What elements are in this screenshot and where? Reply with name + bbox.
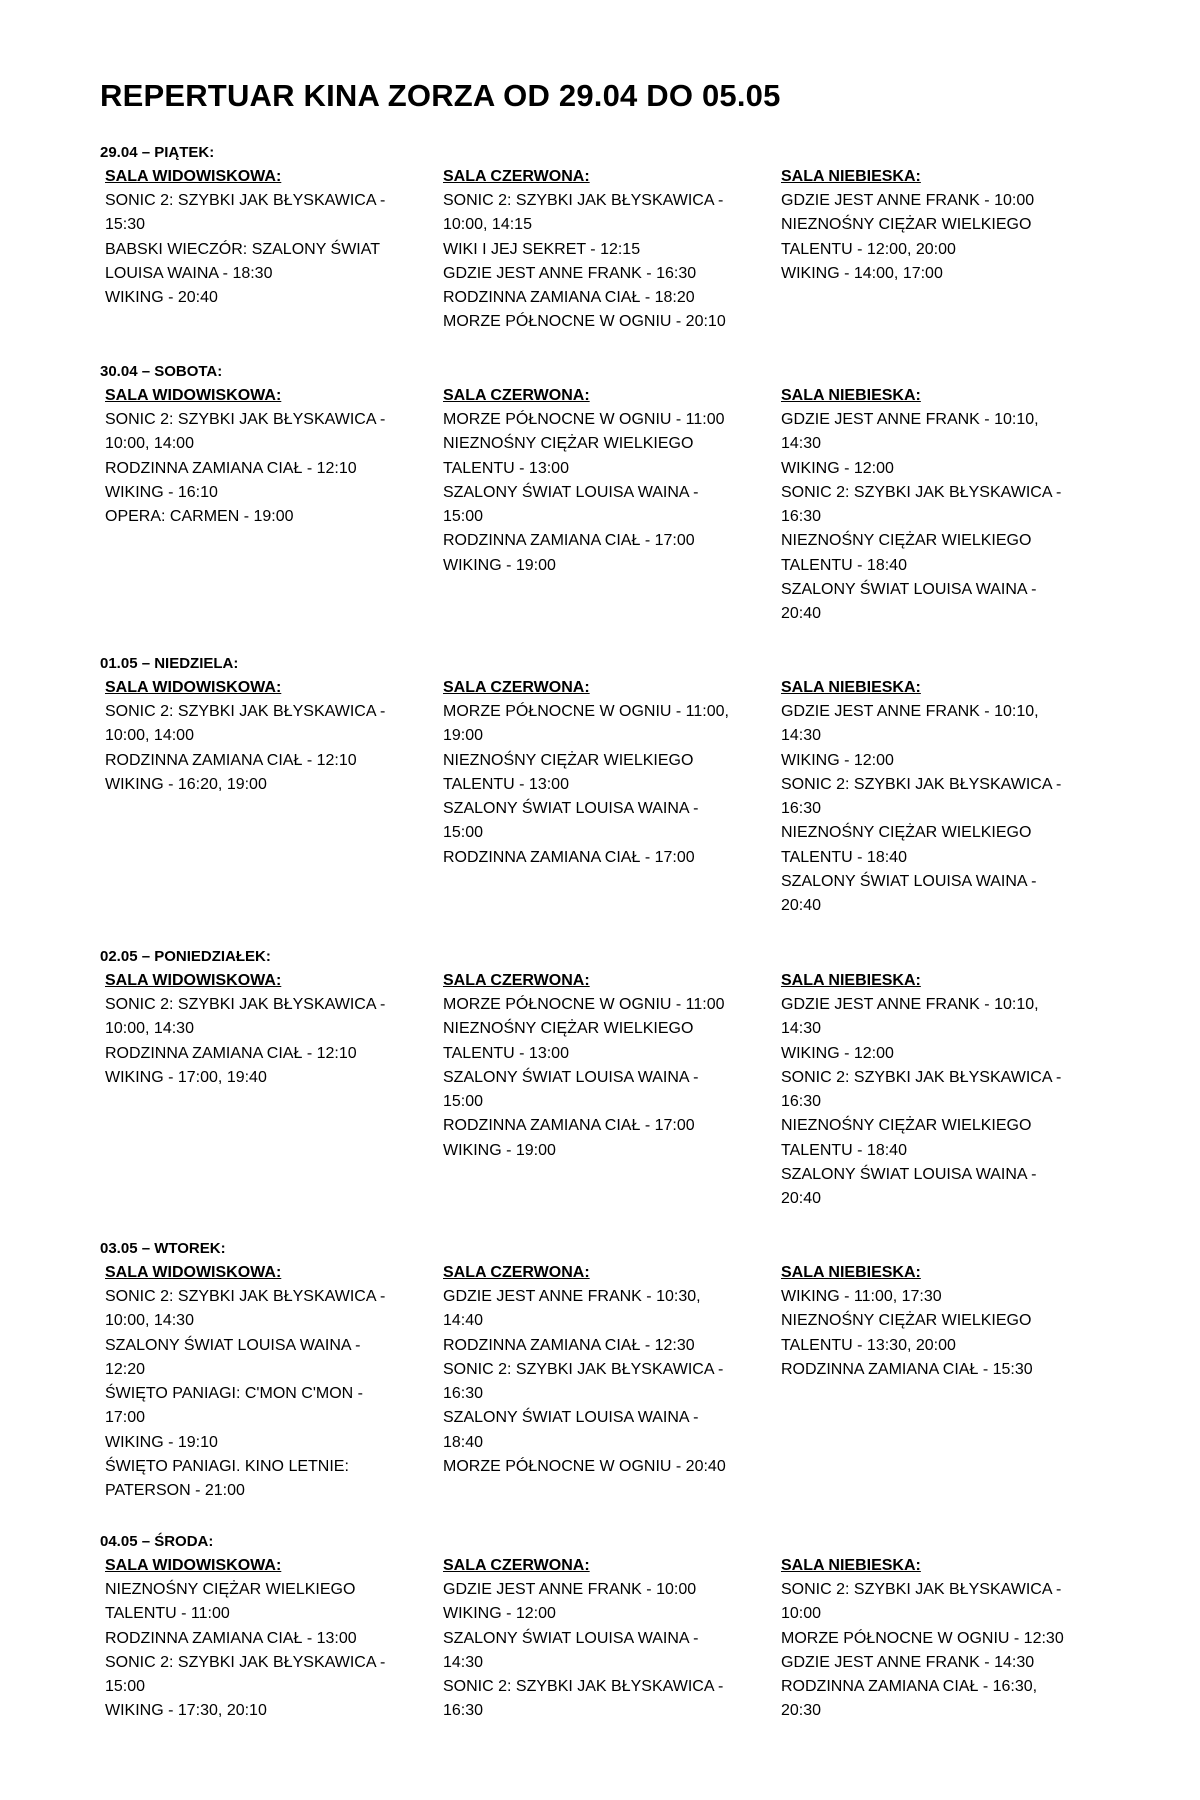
screening-line: NIEZNOŚNY CIĘŻAR WIELKIEGO xyxy=(781,532,1032,550)
screening-line: WIKING - 17:30, 20:10 xyxy=(105,1702,267,1720)
hall-name: SALA CZERWONA: xyxy=(443,679,590,696)
screening-line: 14:40 xyxy=(443,1312,484,1330)
screening-line: 15:00 xyxy=(443,824,484,842)
screening-line: 15:00 xyxy=(443,1093,484,1111)
screening-line: SZALONY ŚWIAT LOUISA WAINA - xyxy=(781,581,1037,599)
screening-line: NIEZNOŚNY CIĘŻAR WIELKIEGO xyxy=(105,1581,356,1598)
day-section xyxy=(100,651,1160,915)
hall-name: SALA NIEBIESKA: xyxy=(781,972,921,989)
screening-line: TALENTU - 18:40 xyxy=(781,1141,907,1159)
hall-column xyxy=(105,165,405,310)
hall-column xyxy=(781,1261,1081,1382)
screening-list xyxy=(781,700,1081,919)
screening-line: LOUISA WAINA - 18:30 xyxy=(105,264,273,282)
hall-columns xyxy=(100,384,1160,623)
screening-line: GDZIE JEST ANNE FRANK - 16:30 xyxy=(443,264,697,282)
screening-line: 20:30 xyxy=(781,1702,822,1720)
screening-line: OPERA: CARMEN - 19:00 xyxy=(105,508,294,526)
hall-name: SALA NIEBIESKA: xyxy=(781,387,921,404)
hall-columns xyxy=(100,165,1160,331)
hall-name: SALA WIDOWISKOWA: xyxy=(105,387,282,404)
hall-name: SALA CZERWONA: xyxy=(443,972,590,989)
screening-line: GDZIE JEST ANNE FRANK - 10:10, xyxy=(781,411,1039,428)
day-section xyxy=(100,140,1160,331)
hall-name: SALA CZERWONA: xyxy=(443,387,590,404)
screening-line: SZALONY ŚWIAT LOUISA WAINA - xyxy=(443,483,699,501)
screening-line: WIKING - 12:00 xyxy=(781,459,894,477)
screening-list xyxy=(443,1578,743,1724)
screening-list xyxy=(781,189,1081,286)
screening-line: 19:00 xyxy=(443,727,484,745)
hall-name: SALA CZERWONA: xyxy=(443,1557,590,1574)
screening-line: 16:30 xyxy=(781,800,822,818)
screening-line: NIEZNOŚNY CIĘŻAR WIELKIEGO xyxy=(781,824,1032,842)
screening-line: GDZIE JEST ANNE FRANK - 10:00 xyxy=(781,192,1035,209)
screening-line: 10:00, 14:15 xyxy=(443,216,532,234)
hall-name: SALA NIEBIESKA: xyxy=(781,679,921,696)
hall-name: SALA NIEBIESKA: xyxy=(781,168,921,185)
day-section xyxy=(100,944,1160,1208)
screening-line: 10:00, 14:30 xyxy=(105,1020,194,1038)
screening-line: GDZIE JEST ANNE FRANK - 10:30, xyxy=(443,1288,701,1305)
screening-line: WIKING - 12:00 xyxy=(443,1605,556,1623)
screening-line: BABSKI WIECZÓR: SZALONY ŚWIAT xyxy=(105,240,381,258)
hall-column xyxy=(105,969,405,1090)
hall-name: SALA WIDOWISKOWA: xyxy=(105,1264,282,1281)
screening-line: SZALONY ŚWIAT LOUISA WAINA - xyxy=(781,873,1037,891)
screening-list xyxy=(105,1285,405,1504)
screening-list xyxy=(105,993,405,1090)
screening-line: WIKING - 19:10 xyxy=(105,1433,218,1451)
screening-line: 17:00 xyxy=(105,1409,146,1427)
screening-line: 20:40 xyxy=(781,897,822,915)
screening-line: NIEZNOŚNY CIĘŻAR WIELKIEGO xyxy=(781,216,1032,234)
hall-name: SALA NIEBIESKA: xyxy=(781,1264,921,1281)
hall-column xyxy=(443,969,743,1163)
hall-column xyxy=(781,384,1081,627)
screening-line: MORZE PÓŁNOCNE W OGNIU - 20:40 xyxy=(443,1458,726,1476)
screening-line: WIKI I JEJ SEKRET - 12:15 xyxy=(443,240,641,258)
screening-line: PATERSON - 21:00 xyxy=(105,1482,245,1500)
screening-line: 12:20 xyxy=(105,1360,146,1378)
screening-line: SONIC 2: SZYBKI JAK BŁYSKAWICA - xyxy=(443,192,724,209)
screening-line: RODZINNA ZAMIANA CIAŁ - 15:30 xyxy=(781,1360,1033,1378)
hall-name: SALA WIDOWISKOWA: xyxy=(105,1557,282,1574)
screening-line: MORZE PÓŁNOCNE W OGNIU - 11:00 xyxy=(443,996,725,1013)
hall-column xyxy=(105,676,405,797)
screening-line: 16:30 xyxy=(781,508,822,526)
screening-list xyxy=(781,408,1081,627)
screening-list xyxy=(105,700,405,797)
hall-name: SALA CZERWONA: xyxy=(443,168,590,185)
hall-name: SALA WIDOWISKOWA: xyxy=(105,679,282,696)
screening-line: WIKING - 16:10 xyxy=(105,483,218,501)
screening-line: NIEZNOŚNY CIĘŻAR WIELKIEGO xyxy=(781,1117,1032,1135)
screening-line: RODZINNA ZAMIANA CIAŁ - 16:30, xyxy=(781,1678,1038,1696)
screening-list xyxy=(781,993,1081,1212)
day-section xyxy=(100,1236,1160,1500)
hall-column xyxy=(443,384,743,578)
day-heading: 30.04 – SOBOTA: xyxy=(100,363,223,380)
screening-list xyxy=(105,1578,405,1724)
screening-list xyxy=(105,408,405,529)
screening-line: RODZINNA ZAMIANA CIAŁ - 17:00 xyxy=(443,1117,695,1135)
screening-line: TALENTU - 13:00 xyxy=(443,459,569,477)
screening-list xyxy=(443,408,743,578)
screening-line: RODZINNA ZAMIANA CIAŁ - 12:10 xyxy=(105,751,357,769)
day-heading: 03.05 – WTOREK: xyxy=(100,1240,226,1257)
screening-line: 15:00 xyxy=(105,1678,146,1696)
hall-columns xyxy=(100,1554,1160,1720)
screening-line: SONIC 2: SZYBKI JAK BŁYSKAWICA - xyxy=(105,192,386,209)
screening-line: 20:40 xyxy=(781,1190,822,1208)
screening-line: RODZINNA ZAMIANA CIAŁ - 13:00 xyxy=(105,1629,357,1647)
day-heading: 29.04 – PIĄTEK: xyxy=(100,144,215,161)
screening-list xyxy=(781,1578,1081,1724)
day-heading: 04.05 – ŚRODA: xyxy=(100,1533,214,1550)
screening-list xyxy=(781,1285,1081,1382)
day-section xyxy=(100,359,1160,623)
screening-line: SONIC 2: SZYBKI JAK BŁYSKAWICA - xyxy=(781,483,1062,501)
screening-line: 20:40 xyxy=(781,605,822,623)
screening-line: TALENTU - 13:00 xyxy=(443,1044,569,1062)
screening-line: SONIC 2: SZYBKI JAK BŁYSKAWICA - xyxy=(105,411,386,428)
hall-column xyxy=(781,969,1081,1212)
hall-name: SALA WIDOWISKOWA: xyxy=(105,168,282,185)
screening-list xyxy=(443,1285,743,1479)
screening-line: RODZINNA ZAMIANA CIAŁ - 12:10 xyxy=(105,459,357,477)
screening-line: GDZIE JEST ANNE FRANK - 10:10, xyxy=(781,996,1039,1013)
screening-line: TALENTU - 11:00 xyxy=(105,1605,230,1623)
screening-line: WIKING - 19:00 xyxy=(443,556,556,574)
screening-line: NIEZNOŚNY CIĘŻAR WIELKIEGO xyxy=(443,435,694,453)
screening-line: 16:30 xyxy=(443,1385,484,1403)
screening-line: WIKING - 12:00 xyxy=(781,1044,894,1062)
screening-line: SONIC 2: SZYBKI JAK BŁYSKAWICA - xyxy=(105,1288,386,1305)
screening-line: SZALONY ŚWIAT LOUISA WAINA - xyxy=(781,1166,1037,1184)
screening-line: 10:00, 14:00 xyxy=(105,727,194,745)
hall-column xyxy=(781,1554,1081,1724)
screening-line: SONIC 2: SZYBKI JAK BŁYSKAWICA - xyxy=(105,1653,386,1671)
screening-line: 14:30 xyxy=(443,1653,484,1671)
screening-line: 16:30 xyxy=(443,1702,484,1720)
screening-line: WIKING - 11:00, 17:30 xyxy=(781,1288,942,1305)
screening-list xyxy=(443,700,743,870)
day-heading: 02.05 – PONIEDZIAŁEK: xyxy=(100,948,271,965)
hall-column xyxy=(781,676,1081,919)
screening-line: 14:30 xyxy=(781,435,822,453)
screening-line: MORZE PÓŁNOCNE W OGNIU - 12:30 xyxy=(781,1629,1064,1647)
screening-line: WIKING - 12:00 xyxy=(781,751,894,769)
day-section xyxy=(100,1529,1160,1720)
screening-line: SONIC 2: SZYBKI JAK BŁYSKAWICA - xyxy=(781,775,1062,793)
screening-line: 15:30 xyxy=(105,216,146,234)
screening-line: GDZIE JEST ANNE FRANK - 10:10, xyxy=(781,703,1039,720)
hall-column xyxy=(105,384,405,529)
hall-column xyxy=(443,676,743,870)
screening-line: MORZE PÓŁNOCNE W OGNIU - 20:10 xyxy=(443,313,726,331)
screening-line: NIEZNOŚNY CIĘŻAR WIELKIEGO xyxy=(443,1020,694,1038)
screening-line: 14:30 xyxy=(781,1020,822,1038)
screening-line: WIKING - 20:40 xyxy=(105,289,218,307)
screening-line: TALENTU - 13:30, 20:00 xyxy=(781,1336,956,1354)
hall-column xyxy=(443,1261,743,1479)
hall-column xyxy=(443,165,743,335)
screening-line: SZALONY ŚWIAT LOUISA WAINA - xyxy=(105,1336,361,1354)
screening-line: 10:00, 14:00 xyxy=(105,435,194,453)
screening-line: 16:30 xyxy=(781,1093,822,1111)
screening-line: WIKING - 19:00 xyxy=(443,1141,556,1159)
screening-line: ŚWIĘTO PANIAGI: C'MON C'MON - xyxy=(105,1385,363,1403)
screening-line: SZALONY ŚWIAT LOUISA WAINA - xyxy=(443,1629,699,1647)
hall-column xyxy=(105,1554,405,1724)
screening-line: SONIC 2: SZYBKI JAK BŁYSKAWICA - xyxy=(443,1360,724,1378)
screening-line: NIEZNOŚNY CIĘŻAR WIELKIEGO xyxy=(781,1312,1032,1330)
screening-line: 14:30 xyxy=(781,727,822,745)
screening-line: SONIC 2: SZYBKI JAK BŁYSKAWICA - xyxy=(443,1678,724,1696)
screening-line: SONIC 2: SZYBKI JAK BŁYSKAWICA - xyxy=(105,996,386,1013)
screening-line: TALENTU - 13:00 xyxy=(443,775,569,793)
screening-list xyxy=(105,189,405,310)
hall-name: SALA NIEBIESKA: xyxy=(781,1557,921,1574)
hall-columns xyxy=(100,969,1160,1208)
screening-line: RODZINNA ZAMIANA CIAŁ - 17:00 xyxy=(443,848,695,866)
screening-line: RODZINNA ZAMIANA CIAŁ - 12:30 xyxy=(443,1336,695,1354)
page-title: REPERTUAR KINA ZORZA OD 29.04 DO 05.05 xyxy=(100,78,781,113)
screening-line: MORZE PÓŁNOCNE W OGNIU - 11:00 xyxy=(443,411,725,428)
hall-column xyxy=(105,1261,405,1504)
hall-column xyxy=(443,1554,743,1724)
hall-column xyxy=(781,165,1081,286)
screening-line: TALENTU - 18:40 xyxy=(781,556,907,574)
screening-line: SONIC 2: SZYBKI JAK BŁYSKAWICA - xyxy=(781,1068,1062,1086)
hall-name: SALA WIDOWISKOWA: xyxy=(105,972,282,989)
screening-list xyxy=(443,993,743,1163)
screening-line: 18:40 xyxy=(443,1433,484,1451)
hall-columns xyxy=(100,1261,1160,1500)
day-heading: 01.05 – NIEDZIELA: xyxy=(100,655,239,672)
screening-line: WIKING - 17:00, 19:40 xyxy=(105,1068,267,1086)
screening-line: SZALONY ŚWIAT LOUISA WAINA - xyxy=(443,800,699,818)
screening-line: RODZINNA ZAMIANA CIAŁ - 12:10 xyxy=(105,1044,357,1062)
screening-line: WIKING - 14:00, 17:00 xyxy=(781,264,943,282)
screening-line: NIEZNOŚNY CIĘŻAR WIELKIEGO xyxy=(443,751,694,769)
screening-line: TALENTU - 18:40 xyxy=(781,848,907,866)
screening-list xyxy=(443,189,743,335)
screening-line: SONIC 2: SZYBKI JAK BŁYSKAWICA - xyxy=(105,703,386,720)
hall-columns xyxy=(100,676,1160,915)
screening-line: WIKING - 16:20, 19:00 xyxy=(105,775,267,793)
screening-line: RODZINNA ZAMIANA CIAŁ - 17:00 xyxy=(443,532,695,550)
hall-name: SALA CZERWONA: xyxy=(443,1264,590,1281)
screening-line: GDZIE JEST ANNE FRANK - 14:30 xyxy=(781,1653,1035,1671)
screening-line: TALENTU - 12:00, 20:00 xyxy=(781,240,956,258)
screening-line: 15:00 xyxy=(443,508,484,526)
screening-line: 10:00, 14:30 xyxy=(105,1312,194,1330)
screening-line: ŚWIĘTO PANIAGI. KINO LETNIE: xyxy=(105,1458,349,1476)
screening-line: RODZINNA ZAMIANA CIAŁ - 18:20 xyxy=(443,289,695,307)
screening-line: GDZIE JEST ANNE FRANK - 10:00 xyxy=(443,1581,697,1598)
screening-line: 10:00 xyxy=(781,1605,822,1623)
screening-line: SZALONY ŚWIAT LOUISA WAINA - xyxy=(443,1409,699,1427)
screening-line: SONIC 2: SZYBKI JAK BŁYSKAWICA - xyxy=(781,1581,1062,1598)
screening-line: MORZE PÓŁNOCNE W OGNIU - 11:00, xyxy=(443,703,729,720)
screening-line: SZALONY ŚWIAT LOUISA WAINA - xyxy=(443,1068,699,1086)
